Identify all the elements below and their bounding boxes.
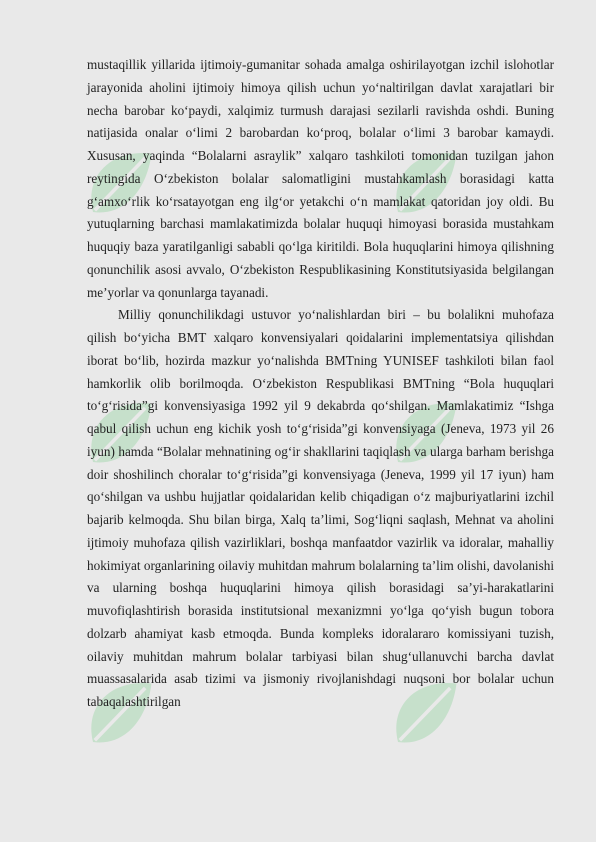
paragraph-2: Milliy qonunchilikdagi ustuvor yo‘nalishlardan biri – bu bolalikni muhofaza qilish bo‘yicha BMT xalqaro konvensiyalari qoidalarini implementatsiya qilishdan iborat bo‘lib, hozirda mazkur yo‘nalishda BMTning YUNISEF tashkiloti bilan faol hamkorlik olib borilmoqda. O‘zbekiston Respublikasi BMTning “Bola huquqlari to‘g‘risida”gi konvensiyasiga 1992 yil 9 dekabrda qo‘shilgan. Mamlakatimiz “Ishga qabul qilish uchun eng kichik yosh to‘g‘risida”gi konvensiyaga (Jeneva, 1973 yil 26 iyun) hamda “Bolalar mehnatining og‘ir shakllarini taqiqlash va ularga barham berishga doir shoshilinch choralar to‘g‘risida”gi konvensiyaga (Jeneva, 1999 yil 17 iyun) ham qo‘shilgan va ushbu hujjatlar qoidalaridan kelib chiqadigan o‘z majburiyatlarini izchil bajarib kelmoqda. Shu bilan birga, Xalq ta’limi, Sog‘liqni saqlash, Mehnat va aholini ijtimoiy muhofaza qilish vazirliklari, boshqa manfaatdor vazirlik va idoralar, mahalliy hokimiyat organlarining oilaviy muhitdan mahrum bolalarning ta’lim olishi, davolanishi va ularning boshqa huquqlarini himoya qilish borasidagi sa’yi-harakatlarini muvofiqlashtirish borasida institutsional mexanizmni yo‘lga qo‘yish bugun tobora dolzarb ahamiyat kasb etmoqda. Bunda kompleks idoralararo komissiyani tuzish, oilaviy muhitdan mahrum bolalar tarbiyasi bilan shug‘ullanuvchi barcha davlat muassasalarida asab tizimi va jismoniy rivojlanishdagi nuqsoni bor bolalar uchun tabaqalashtirilgan bbox=[87, 307, 554, 709]
body-text bbox=[87, 54, 554, 714]
paragraph-1: mustaqillik yillarida ijtimoiy-gumanitar sohada amalga oshirilayotgan izchil islohotlar jarayonida aholini ijtimoiy himoya qilish uchun yo‘naltirilgan davlat xarajatlari bir necha barobar ko‘paydi, xalqimiz turmush darajasi sezilarli ravishda oshdi. Buning natijasida onalar o‘limi 2 barobardan ko‘proq, bolalar o‘limi 3 barobar kamaydi. Xususan, yaqinda “Bolalarni asraylik” xalqaro tashkiloti tomonidan tuzilgan jahon reytingida O‘zbekiston bolalar salomatligini mustahkamlash borasidagi katta g‘amxo‘rlik ko‘rsatayotgan eng ilg‘or yetakchi o‘n mamlakat qatoridan joy oldi. Bu yutuqlarning barchasi mamlakatimizda bolalar huquqi himoyasi borasida mustahkam huquqiy baza yaratilganligi sababli qo‘lga kiritildi. Bola huquqlarini himoya qilishning qonunchilik asosi avvalo, O‘zbekiston Respublikasining Konstitutsiyasida belgilangan me’yorlar va qonunlarga tayanadi. bbox=[87, 57, 554, 300]
